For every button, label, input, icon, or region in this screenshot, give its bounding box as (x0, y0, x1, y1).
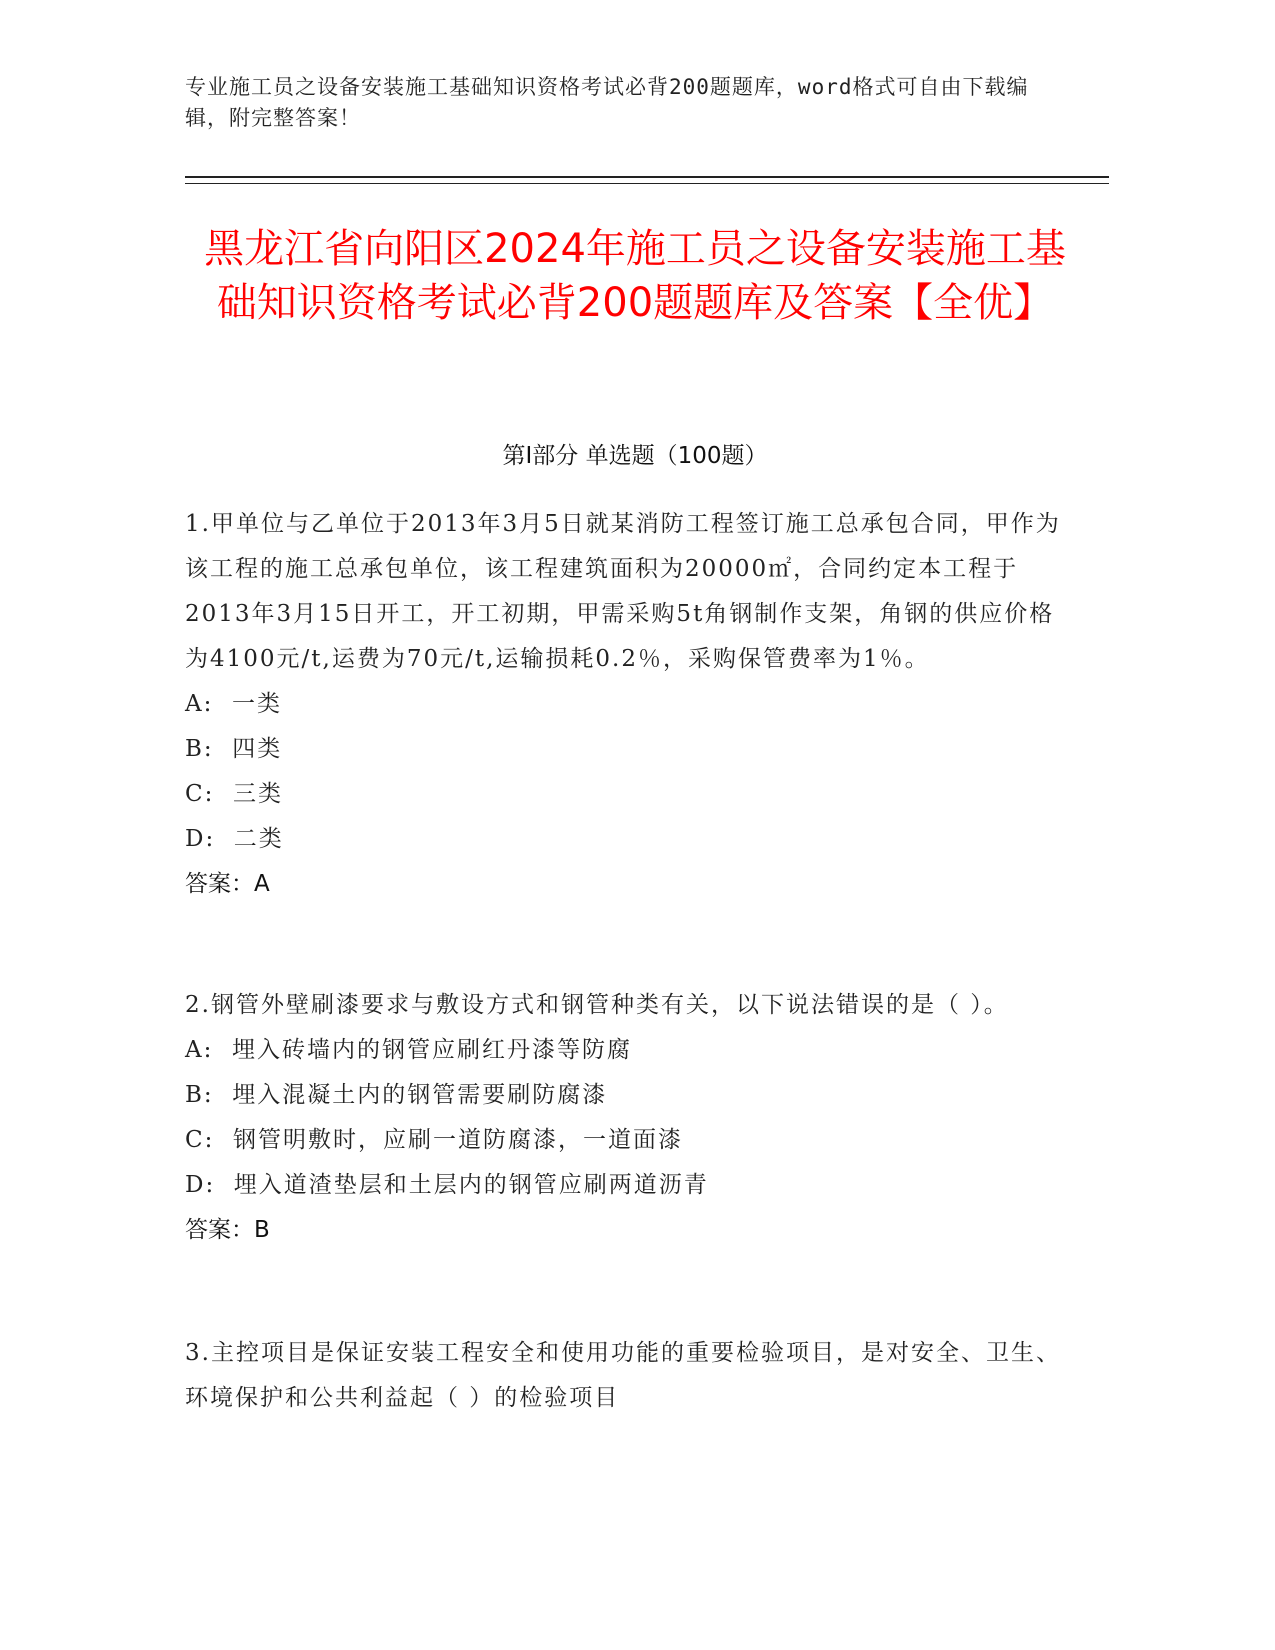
header-note: 专业施工员之设备安装施工基础知识资格考试必背200题题库，word格式可自由下载编辑，附完整答案！ (185, 75, 1029, 130)
option-c: C: 钢管明敷时，应刷一道防腐漆，一道面漆 (185, 1127, 683, 1153)
document-title: 黑龙江省向阳区2024年施工员之设备安装施工基础知识资格考试必背200题题库及答案【全优】 (204, 226, 1066, 326)
answer: 答案：A (185, 871, 270, 897)
question-2 (185, 983, 1075, 1253)
question-text: 3.主控项目是保证安装工程安全和使用功能的重要检验项目，是对安全、卫生、环境保护和公共利益起（ ）的检验项目 (185, 1340, 1061, 1411)
question-3 (185, 1331, 1075, 1421)
answer: 答案：B (185, 1217, 270, 1243)
option-d: D: 埋入道渣垫层和土层内的钢管应刷两道沥青 (185, 1172, 709, 1198)
question-1 (185, 502, 1075, 907)
option-c: C: 三类 (185, 781, 283, 807)
section-heading: 第I部分 单选题（100题） (502, 443, 768, 469)
question-text: 2.钢管外壁刷漆要求与敷设方式和钢管种类有关，以下说法错误的是（ ）。 (185, 992, 1009, 1018)
header-rule-thick (185, 176, 1109, 178)
option-a: A: 一类 (185, 691, 282, 717)
option-d: D: 二类 (185, 826, 284, 852)
header-rule-thin (185, 183, 1109, 184)
question-text: 1.甲单位与乙单位于2013年3月5日就某消防工程签订施工总承包合同，甲作为该工程的施工总承包单位，该工程建筑面积为20000㎡，合同约定本工程于2013年3月15日开工，开工初期，甲需采购5t角钢制作支架，角钢的供应价格为4100元/t,运费为70元/t,运输损耗0.2％，采购保管费率为1％。 (185, 511, 1061, 672)
option-b: B: 埋入混凝土内的钢管需要刷防腐漆 (185, 1082, 608, 1108)
option-b: B: 四类 (185, 736, 283, 762)
option-a: A: 埋入砖墙内的钢管应刷红丹漆等防腐 (185, 1037, 632, 1063)
